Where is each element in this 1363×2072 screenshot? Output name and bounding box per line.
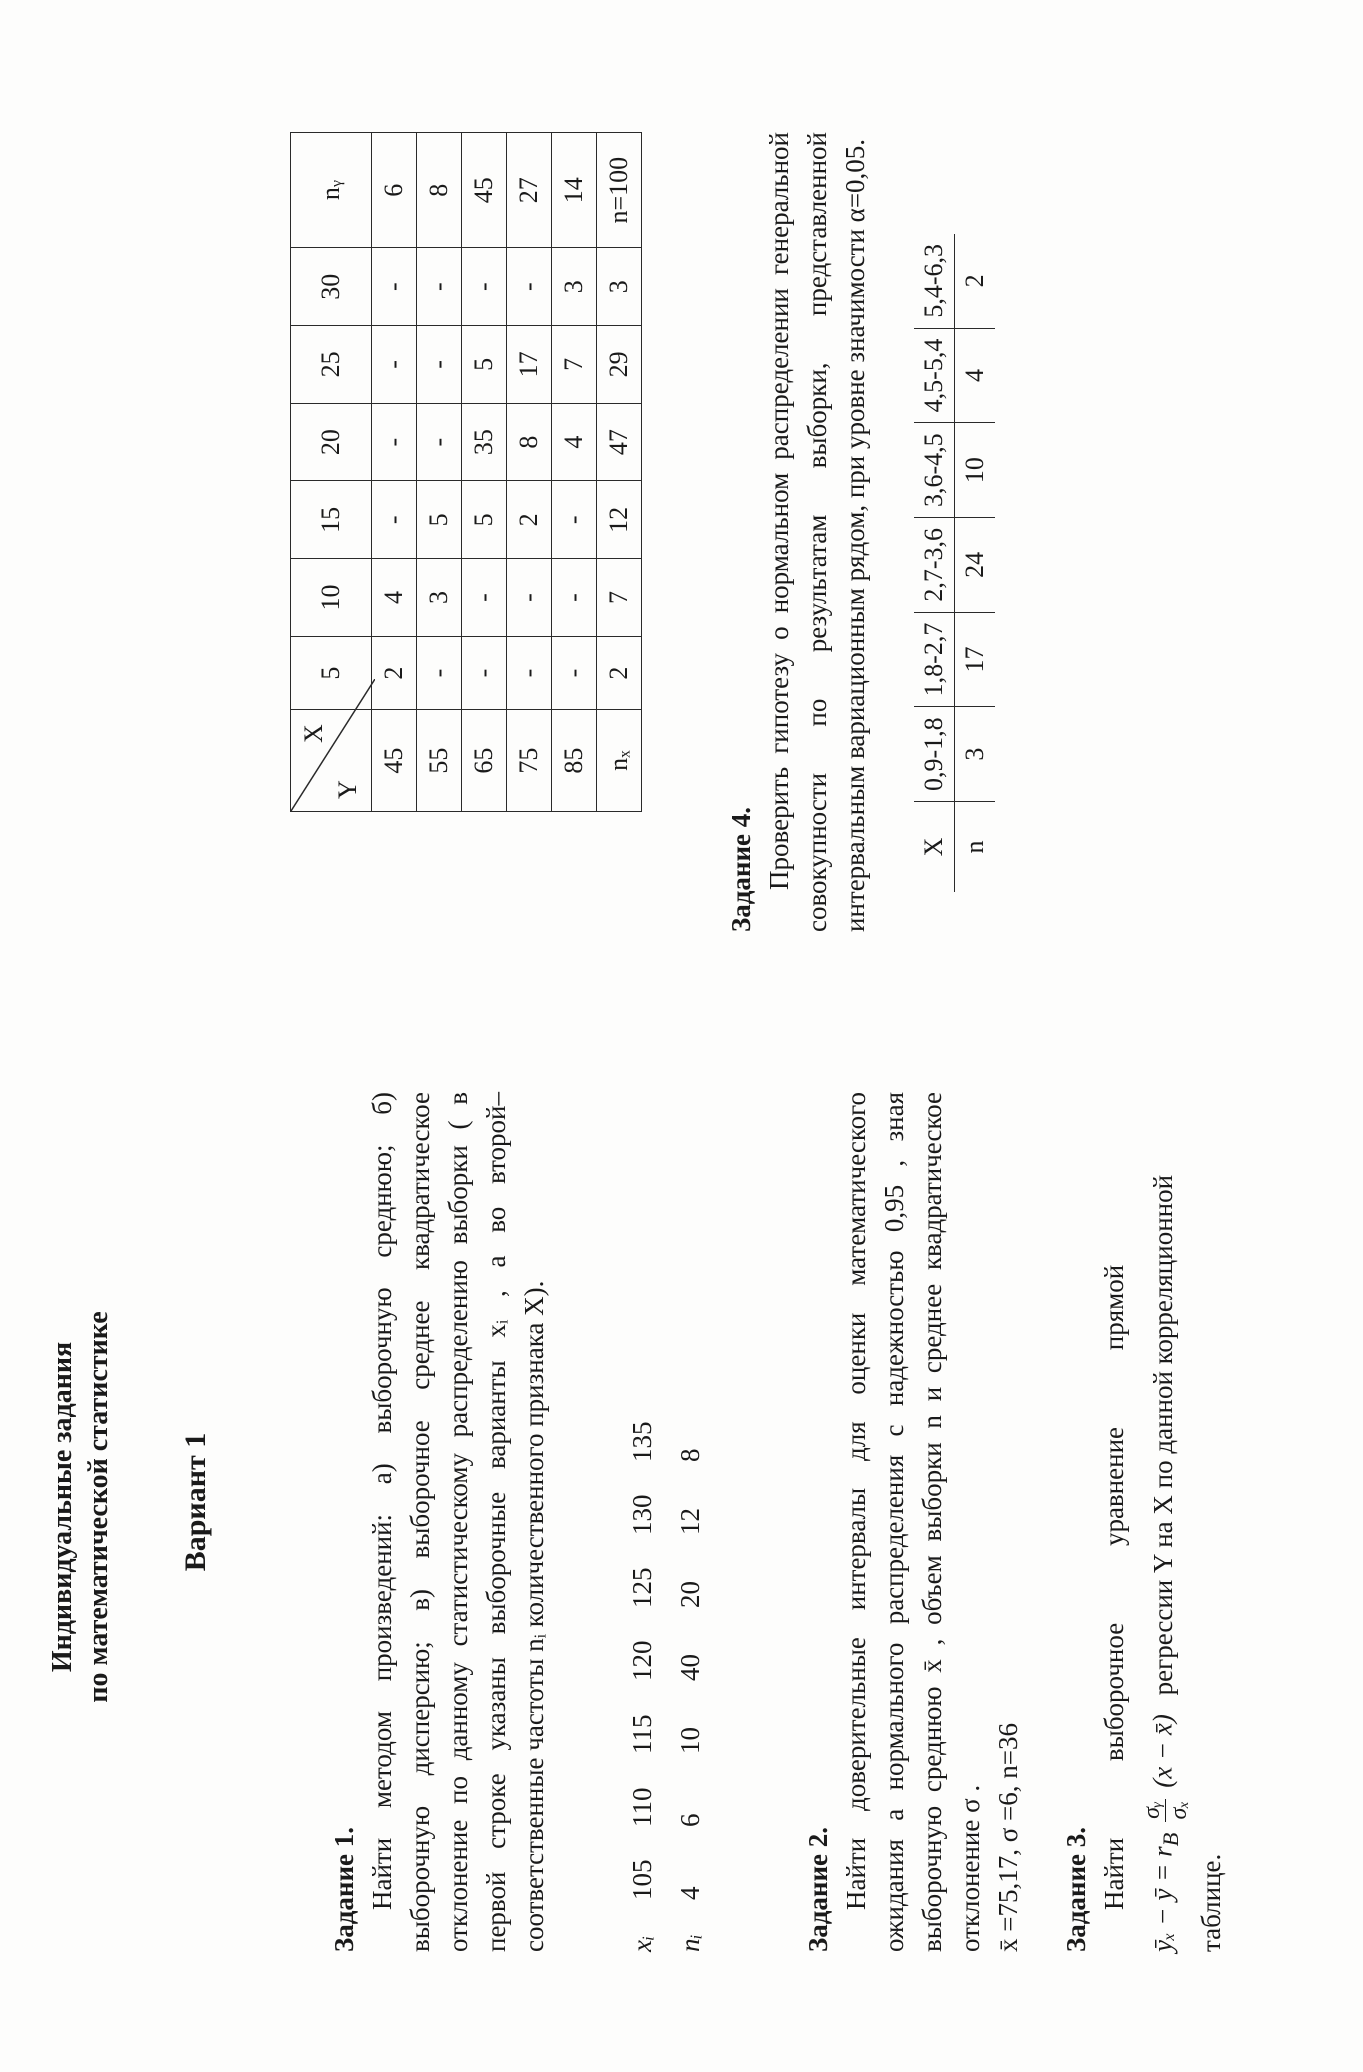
title-line-1: Индивидуальные задания bbox=[47, 1341, 78, 1673]
task1-n-value: 4 bbox=[675, 1886, 705, 1900]
corr-x-value: 15 bbox=[291, 481, 372, 559]
left-column bbox=[45, 1092, 1236, 1952]
corr-cell: 5 bbox=[462, 481, 507, 559]
corr-cell: - bbox=[552, 481, 597, 559]
corr-cell: 4 bbox=[552, 403, 597, 481]
corr-cell: - bbox=[372, 403, 417, 481]
corr-x-header: X bbox=[299, 724, 328, 744]
interval-count: 2 bbox=[955, 234, 996, 328]
task1-x-value: 130 bbox=[627, 1494, 657, 1535]
corr-row bbox=[462, 133, 507, 812]
task1-x-value: 120 bbox=[627, 1640, 657, 1681]
corr-nx-value: 47 bbox=[597, 403, 642, 481]
corr-cell: 3 bbox=[417, 559, 462, 637]
interval-range: 1,8-2,7 bbox=[914, 612, 955, 707]
task4-text: Проверить гипотезу о нормальном распределении генеральной совокупности по результатам выборки, представленной интервальным вариационным рядом, при уровне значимости α=0,05. bbox=[764, 132, 870, 932]
task1-n-value: 20 bbox=[675, 1581, 705, 1608]
corr-ny-value: 27 bbox=[507, 133, 552, 248]
task3-text-end: регрессии Y на X по данной корреляционной таблице. bbox=[1147, 1174, 1226, 1952]
interval-count: 10 bbox=[955, 423, 996, 518]
fraction-numerator: σᵧ bbox=[1139, 1799, 1166, 1822]
corr-ny-value: 6 bbox=[372, 133, 417, 248]
task1-heading: Задание 1. bbox=[329, 1826, 359, 1952]
task1-n-value: 6 bbox=[675, 1813, 705, 1827]
task1-x-value: 105 bbox=[627, 1859, 657, 1900]
task2-given: x̄ =75,17, σ =6, n=36 bbox=[993, 1723, 1023, 1952]
formula-sub: B bbox=[1158, 1832, 1184, 1847]
corr-cell: 17 bbox=[507, 326, 552, 404]
corr-cell: - bbox=[417, 248, 462, 326]
task1-n-label: nᵢ bbox=[675, 1934, 705, 1952]
corr-x-value: 25 bbox=[291, 326, 372, 404]
corr-nx-value: 2 bbox=[597, 636, 642, 709]
formula-lhs: ȳₓ − ȳ = r bbox=[1147, 1846, 1178, 1952]
task1-text: Найти методом произведений: а) выборочную среднюю; б) выборочную дисперсию; в) выборочное среднее квадратическое отклонение по данному статистическому распределению выборки ( в первой строке указаны выборочные варианты xᵢ , а во второй– соответственные частоты nᵢ количественного признака X). bbox=[367, 1092, 549, 1952]
corr-cell: 5 bbox=[417, 481, 462, 559]
corr-row bbox=[507, 133, 552, 812]
interval-count: 17 bbox=[955, 612, 996, 707]
interval-range: 2,7-3,6 bbox=[914, 517, 955, 612]
task1-n-row bbox=[671, 1092, 709, 1952]
corr-nx-row bbox=[597, 133, 642, 812]
corr-y-value: 45 bbox=[372, 710, 417, 812]
task1-x-label: xᵢ bbox=[627, 1935, 657, 1952]
corr-cell: - bbox=[417, 326, 462, 404]
corr-cell: - bbox=[507, 559, 552, 637]
task1-n-value: 8 bbox=[675, 1448, 705, 1462]
fraction-denominator: σₓ bbox=[1166, 1800, 1192, 1820]
corr-cell: - bbox=[462, 248, 507, 326]
corr-cell: 2 bbox=[507, 481, 552, 559]
corr-cell: 35 bbox=[462, 403, 507, 481]
interval-table bbox=[914, 234, 995, 892]
corr-cell: - bbox=[462, 559, 507, 637]
corr-cell: - bbox=[417, 636, 462, 709]
task1-x-value: 135 bbox=[627, 1421, 657, 1462]
corr-cell: 5 bbox=[462, 326, 507, 404]
task1-x-value: 125 bbox=[627, 1567, 657, 1608]
task4-heading: Задание 4. bbox=[726, 806, 756, 932]
interval-range: 5,4-6,3 bbox=[914, 234, 955, 328]
interval-n-label: n bbox=[955, 802, 996, 893]
corr-y-value: 65 bbox=[462, 710, 507, 812]
task3-text-start: Найти выборочное уравнение прямой bbox=[1099, 1264, 1129, 1910]
corr-cell: - bbox=[372, 248, 417, 326]
interval-range: 0,9-1,8 bbox=[914, 707, 955, 802]
title-line-2: по математической статистике bbox=[83, 1311, 114, 1703]
task1-x-value: 110 bbox=[627, 1787, 657, 1827]
interval-count: 3 bbox=[955, 707, 996, 802]
formula-fraction bbox=[1139, 1799, 1192, 1822]
corr-cell: 8 bbox=[507, 403, 552, 481]
formula-rhs: (x − x̄) bbox=[1147, 1714, 1178, 1788]
right-column bbox=[290, 132, 995, 932]
corr-cell: - bbox=[552, 559, 597, 637]
corr-y-value: 75 bbox=[507, 710, 552, 812]
variant-heading: Вариант 1 bbox=[179, 1432, 212, 1572]
corr-cell: - bbox=[507, 636, 552, 709]
corr-cell: - bbox=[372, 326, 417, 404]
document-title bbox=[45, 1092, 117, 1922]
corr-ny-header: nᵧ bbox=[291, 133, 372, 248]
corr-nx-value: 3 bbox=[597, 248, 642, 326]
task1-n-value: 12 bbox=[675, 1508, 705, 1535]
corr-nx-value: 29 bbox=[597, 326, 642, 404]
task1-n-value: 40 bbox=[675, 1654, 705, 1681]
corr-ny-value: 8 bbox=[417, 133, 462, 248]
corr-header-row bbox=[291, 133, 372, 812]
corr-cell: 7 bbox=[552, 326, 597, 404]
corr-x-value: 30 bbox=[291, 248, 372, 326]
corr-ny-value: 14 bbox=[552, 133, 597, 248]
corr-nx-value: 12 bbox=[597, 481, 642, 559]
interval-count: 4 bbox=[955, 328, 996, 423]
corr-nx-label: nₓ bbox=[597, 710, 642, 812]
corr-cell: - bbox=[552, 636, 597, 709]
regression-formula bbox=[1139, 1092, 1230, 1952]
task1-x-value: 115 bbox=[627, 1714, 657, 1754]
corr-y-value: 85 bbox=[552, 710, 597, 812]
corr-x-value: 5 bbox=[291, 636, 372, 709]
task1-x-row bbox=[623, 1092, 661, 1952]
interval-range: 4,5-5,4 bbox=[914, 328, 955, 423]
correlation-table bbox=[290, 132, 642, 812]
interval-count: 24 bbox=[955, 517, 996, 612]
corr-cell: - bbox=[372, 481, 417, 559]
corr-nx-value: 7 bbox=[597, 559, 642, 637]
task2-heading: Задание 2. bbox=[803, 1826, 833, 1952]
task2-text: Найти доверительные интервалы для оценки математического ожидания a нормального распределения с надежностью 0,95 , зная выборочную среднюю x̄ , объем выборки n и среднее квадратическое отклонение σ . bbox=[841, 1092, 985, 1952]
corr-x-value: 20 bbox=[291, 403, 372, 481]
interval-x-label: X bbox=[914, 802, 955, 893]
corr-x-value: 10 bbox=[291, 559, 372, 637]
corr-ny-value: 45 bbox=[462, 133, 507, 248]
interval-range: 3,6-4,5 bbox=[914, 423, 955, 518]
interval-n-row bbox=[955, 234, 996, 892]
corr-cell: - bbox=[462, 636, 507, 709]
corr-row bbox=[417, 133, 462, 812]
task3-heading: Задание 3. bbox=[1061, 1826, 1091, 1952]
corr-corner-cell bbox=[291, 710, 372, 812]
corr-cell: - bbox=[417, 403, 462, 481]
corr-cell: 4 bbox=[372, 559, 417, 637]
corr-cell: 3 bbox=[552, 248, 597, 326]
corr-cell: - bbox=[507, 248, 552, 326]
corr-y-value: 55 bbox=[417, 710, 462, 812]
task1-n-value: 10 bbox=[675, 1727, 705, 1754]
corr-row bbox=[552, 133, 597, 812]
corr-cell: 2 bbox=[372, 636, 417, 709]
corr-total: n=100 bbox=[597, 133, 642, 248]
interval-x-row bbox=[914, 234, 955, 892]
corr-row bbox=[372, 133, 417, 812]
corr-y-header: Y bbox=[333, 780, 362, 799]
